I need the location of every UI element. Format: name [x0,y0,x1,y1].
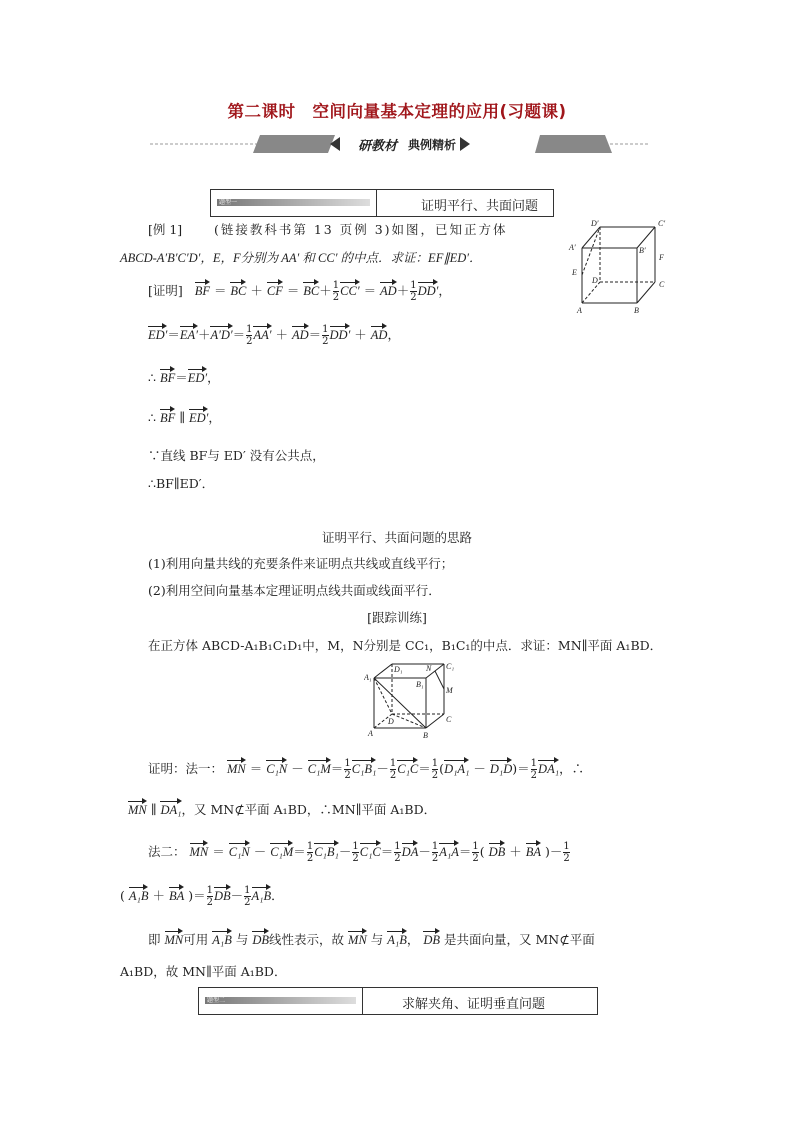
solution-method-2-line2: ( A₁B ＋ BA )＝ $\frac{1}{2}$ DB－ $\frac{1}{2}$ A₁B． [120,885,284,908]
label-E: E [572,268,577,277]
proof-line4: ∴ BF ∥ ED′， [148,410,221,425]
example-line2: ABCD-A′B′C′D′，E，F分别为 AA′ 和 CC′ 的中点．求证：EF∥ED′． [120,251,482,265]
final-text-b: 可用 [183,932,209,947]
final-text-f: 是共面向量，又 MN⊄平面 [444,932,595,947]
cube-figure-1 [565,215,675,320]
label-Bp: B′ [639,246,646,255]
practice-heading: [跟踪训练] [367,610,427,625]
example-label: [例 1] [148,222,183,237]
label-B2: B [423,731,428,740]
therefore-symbol: ∴ [148,370,156,385]
method-point-2: (2)利用空间向量基本定理证明点线共面或线面平行． [148,583,441,598]
band-right-text: 典例精析 [408,138,457,152]
final-text-e: 与 [370,932,384,947]
cube-figure-2 [364,658,464,742]
proof-label: [证明] [148,283,183,298]
proof-line2: ED′＝EA′＋A′D′＝ $\frac{1}{2}$ AA′ ＋ AD＝ $\frac{1}{2}$ DD′ ＋ AD， [148,324,400,347]
label-B1: B₁ [416,680,424,689]
method-point-1: (1)利用向量共线的充要条件来证明点共线或直线平行； [148,556,454,571]
method-heading: 证明平行、共面问题的思路 [321,530,472,545]
label-A1: A₁ [364,673,372,682]
therefore-symbol: ∴ [148,410,156,425]
label-M: M [446,686,453,695]
label-Cp: C′ [658,219,666,228]
method2-label: 法二： [148,844,186,859]
practice-problem: 在正方体 ABCD-A₁B₁C₁D₁中，M，N分别是 CC₁，B₁C₁的中点．求证：MN∥平面 A₁BD． [148,638,663,653]
label-A: A [577,306,582,315]
proof-line3: ∴ BF＝ED′， [148,370,220,385]
final-text-a: 即 [148,932,161,947]
label-D1: D₁ [394,665,403,674]
topic-tag-1: 题型一 [219,199,238,206]
label-Ap: A′ [569,243,576,252]
band-left-text: 研教材 [358,139,398,154]
solution-method-2-line1: 法二： MN ＝ C₁N － C₁M＝ $\frac{1}{2}$ C₁B₁－ $\frac{1}{2}$ C₁C＝ $\frac{1}{2}$ DA－ $\frac{1}{2}$ A₁A＝ $\frac{1}{2}$ ( DB ＋ BA )－ $\frac{1}{2}$ [148,841,570,864]
solution-method-1-line1: 证明：法一： MN ＝ C₁N － C₁M＝ $\frac{1}{2}$ C₁B₁－ $\frac{1}{2}$ C₁C＝ $\frac{1}{2}$ (D₁A₁ － D₁D)＝ $\frac{1}{2}$ DA₁，∴ [148,758,585,781]
label-F: F [659,253,664,262]
solution-final-line1: 即 MN可用 A₁B 与 DB线性表示，故 MN 与 A₁B， DB 是共面向量，又 MN⊄平面 [148,932,595,947]
section-band [150,131,650,157]
topic-tag-2: 题型二 [207,997,226,1004]
proof-line1: [证明] BF ＝ BC ＋ CF ＝ BC＋ $\frac{1}{2}$ CC′ ＝ AD＋ $\frac{1}{2}$ DD′， [148,280,451,303]
topic-label-1: 证明平行、共面问题 [421,199,539,214]
topic-label-2: 求解夹角、证明垂直问题 [402,997,546,1012]
label-Dp: D′ [591,219,599,228]
page-title: 第二课时 空间向量基本定理的应用(习题课) [227,102,567,121]
proof-line5: ∵直线 BF与 ED′ 没有公共点， [148,448,325,463]
solution-final-line2: A₁BD，故 MN∥平面 A₁BD． [120,964,287,979]
label-D: D [592,276,598,285]
label-C2: C [446,715,452,724]
proof-conclusion: ∴BF∥ED′． [148,476,215,491]
final-text-d: 线性表示，故 [269,932,345,947]
label-C1: C₁ [446,662,455,671]
method1-label: 证明：法一： [148,761,224,776]
method1-tail: ，又 MN⊄平面 A₁BD，∴MN∥平面 A₁BD． [181,802,437,817]
label-A2: A [368,729,373,738]
example-line1: (链接教科书第 13 页例 3)如图，已知正方体 [214,222,508,237]
solution-method-1-line2: MN ∥ DA₁，又 MN⊄平面 A₁BD，∴MN∥平面 A₁BD． [128,802,437,817]
topic-box-1 [210,189,554,217]
label-N: N [426,664,432,673]
label-D2: D [388,717,394,726]
final-text-c: 与 [235,932,249,947]
label-B: B [634,306,639,315]
topic-box-2 [198,987,598,1015]
label-C: C [659,280,665,289]
